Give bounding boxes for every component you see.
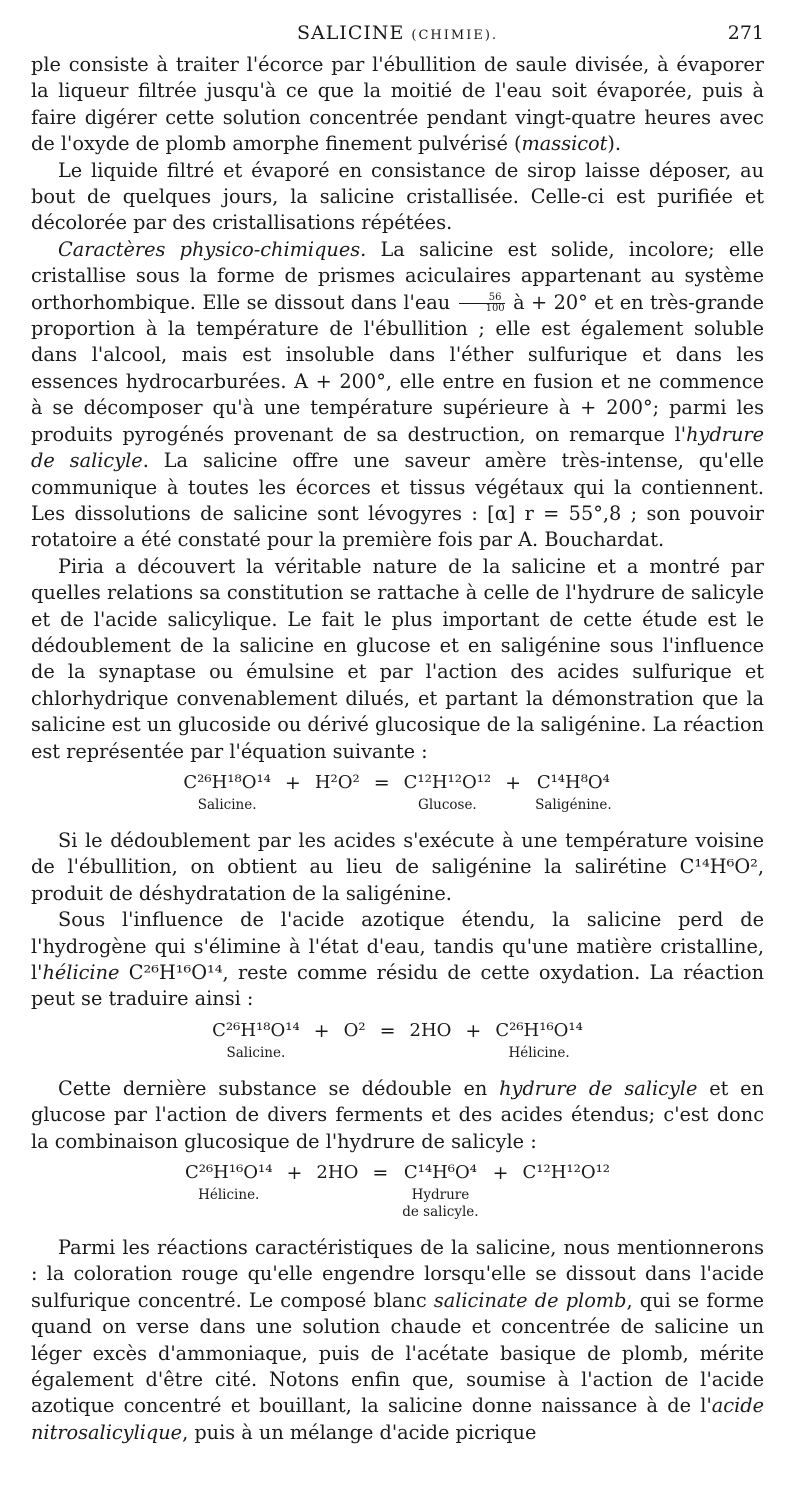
- formula-water: 2HO: [316, 1162, 359, 1184]
- solubility-fraction: [459, 293, 505, 314]
- paragraph-3-text-c: . La salicine offre une saveur amère très-intense, qu'elle communique à toutes les écorces et tissus végétaux qui la contiennent. Les dissolutions de salicine sont lévogyres : [α] r = 55°,8 ; son pouvoir rotatoire a été constaté pour la première fois par A. Bouchardat.: [31, 449, 765, 552]
- paragraph-1-text: ple consiste à traiter l'écorce par l'ébullition de saule divisée, à évaporer la liqueur filtrée jusqu'à ce que la moitié de l'eau soit évaporée, puis à faire digérer cette solution concentrée pendant vingt-quatre heures avec de l'oxyde de plomb amorphe finement pulvérisé (: [31, 53, 764, 156]
- label-helicine: Hélicine.: [508, 1044, 570, 1061]
- equation-2-term-1: [212, 1019, 300, 1062]
- label-salicine: Salicine.: [197, 796, 257, 813]
- equation-1-term-2: [315, 771, 360, 797]
- plus-sign: +: [465, 1019, 482, 1042]
- plus-sign: +: [505, 771, 522, 794]
- paragraph-3: [31, 237, 764, 554]
- equation-1-term-1: [183, 771, 271, 814]
- paragraph-7: [31, 1076, 764, 1155]
- label-saligenine: Saligénine.: [535, 796, 612, 813]
- paragraph-8: [31, 1235, 764, 1446]
- paragraph-3-text-b: à + 20° et en très-grande proportion à la température de l'ébullition ; elle est également soluble dans l'alcool, mais est insoluble dans l'éther sulfurique et dans les essences hydrocarburées. A + 200°, elle entre en fusion et ne commence à se décomposer qu'à une température supérieure à + 200°; parmi les produits pyrogénés provenant de sa destruction, on remarque l': [31, 290, 764, 446]
- paragraph-1: [31, 52, 764, 158]
- equals-sign: =: [373, 771, 390, 794]
- label-salicine: Salicine.: [226, 1044, 286, 1061]
- body-text: [31, 52, 764, 1446]
- header-title: [31, 22, 764, 44]
- fraction-denominator: 100: [485, 303, 505, 315]
- italic-term-salicinate: salicinate de plomb: [433, 1288, 627, 1312]
- equation-2: [31, 1019, 764, 1062]
- equation-1-term-3: [404, 771, 492, 814]
- equation-1: [31, 771, 764, 814]
- equation-3: [31, 1161, 764, 1221]
- paragraph-8-text-b: , qui se forme quand on verse dans une solution chaude et concentrée de salicine un léger excès d'ammoniaque, puis de l'acétate basique de plomb, mérite également d'être cité. Notons enfin que, soumise à l'action de l'acide azotique concentré et bouillant, la salicine donne naissance à de l': [31, 1288, 765, 1418]
- italic-term-hydrure: hydrure de salicyle: [31, 422, 764, 473]
- plus-sign: +: [286, 1162, 303, 1185]
- equation-3-term-4: [523, 1161, 611, 1187]
- section-heading-physico-chemical: Caractères physico-chimiques.: [58, 237, 367, 261]
- equation-2-term-4: [495, 1019, 583, 1062]
- formula-helicine: C²⁶H¹⁶O¹⁴: [495, 1019, 583, 1041]
- paragraph-7-text-b: et en glucose par l'action de divers ferments et des acides étendus; c'est donc la combinaison glucosique de l'hydrure de salicyle :: [31, 1076, 764, 1153]
- plus-sign: +: [284, 771, 301, 794]
- paragraph-6-text-b: C²⁶H¹⁶O¹⁴, reste comme résidu de cette oxydation. La réaction peut se traduire ainsi :: [31, 961, 764, 1011]
- equals-sign: =: [379, 1019, 396, 1042]
- paragraph-5: Si le dédoublement par les acides s'exécute à une température voisine de l'ébullition, on obtient au lieu de saligénine la salirétine C¹⁴H⁶O², produit de déshydratation de la saligénine.: [31, 828, 764, 905]
- label-hydrure-line-1: Hydrure: [411, 1187, 470, 1204]
- paragraph-6: [31, 907, 764, 1013]
- italic-term-massicot: massicot: [521, 132, 608, 156]
- formula-glucose: C¹²H¹²O¹²: [403, 771, 492, 793]
- header-title-sub: (CHIMIE).: [411, 28, 499, 43]
- paragraph-7-text-a: Cette dernière substance se dédouble en: [58, 1076, 500, 1100]
- italic-term-helicine: hélicine: [42, 961, 120, 984]
- paragraph-4: Piria a découvert la véritable nature de la salicine et a montré par quelles relations sa constitution se rattache à celle de l'hydrure de salicyle et de l'acide salicylique. Le fait le plus important de cette étude est le dédoublement de la salicine en glucose et en saligénine sous l'influence de la synaptase ou émulsine et par l'action des acides sulfurique et chlorhydrique convenablement dilués, et partant la démonstration que la salicine est un glucoside ou dérivé glucosique de la saligénine. La réaction est représentée par l'équation suivante :: [31, 554, 764, 763]
- plus-sign: +: [492, 1162, 509, 1185]
- formula-water: 2HO: [409, 1019, 452, 1041]
- label-hydrure-line-2: de salicyle.: [402, 1204, 479, 1221]
- formula-glucose: C¹²H¹²O¹²: [522, 1162, 611, 1184]
- formula-hydrure-salicyle: C¹⁴H⁶O⁴: [403, 1162, 477, 1184]
- label-glucose: Glucose.: [418, 796, 477, 813]
- page-number: 271: [727, 22, 764, 44]
- formula-helicine: C²⁶H¹⁶O¹⁴: [184, 1162, 273, 1184]
- equation-1-term-4: [535, 771, 612, 814]
- fraction-numerator: 56: [459, 293, 505, 304]
- formula-oxygen: O²: [343, 1019, 366, 1041]
- formula-saligenine: C¹⁴H⁸O⁴: [536, 771, 610, 793]
- paragraph-3-text-a: La salicine est solide, incolore; elle cristallise sous la forme de prismes aciculaires appartenant au système orthorhombique. Elle se dissout dans l'eau: [31, 237, 764, 314]
- label-helicine: Hélicine.: [198, 1187, 260, 1204]
- formula-salicine: C²⁶H¹⁸O¹⁴: [183, 771, 271, 793]
- formula-water: H²O²: [314, 771, 360, 793]
- equation-2-term-2: [344, 1019, 366, 1045]
- paragraph-6-text-a: Sous l'influence de l'acide azotique étendu, la salicine perd de l'hydrogène qui s'élimine à l'état d'eau, tandis qu'une matière cristalline, l': [31, 908, 764, 984]
- header-title-main: SALICINE: [296, 22, 405, 44]
- paragraph-2: Le liquide filtré et évaporé en consistance de sirop laisse déposer, au bout de quelques jours, la salicine cristallisée. Celle-ci est purifiée et décolorée par des cristallisations répétées.: [31, 158, 764, 235]
- equals-sign: =: [372, 1162, 389, 1185]
- formula-salicine: C²⁶H¹⁸O¹⁴: [212, 1019, 300, 1041]
- running-header: [31, 0, 764, 52]
- paragraph-8-text-a: Parmi les réactions caractéristiques de la salicine, nous mentionnerons : la coloration rouge qu'elle engendre lorsqu'elle se dissout dans l'acide sulfurique concentré. Le composé blanc: [31, 1236, 764, 1312]
- equation-3-term-2: [316, 1161, 358, 1187]
- paragraph-1-end: ).: [607, 132, 622, 156]
- equation-3-term-3: [402, 1161, 478, 1221]
- plus-sign: +: [313, 1019, 330, 1042]
- equation-3-term-1: [185, 1161, 273, 1204]
- paragraph-8-text-c: , puis à un mélange d'acide picrique: [182, 1420, 537, 1444]
- italic-term-hydrure: hydrure de salicyle: [499, 1076, 698, 1100]
- equation-2-term-3: [410, 1019, 452, 1045]
- italic-term-nitrosalicylique: acide nitrosalicylique: [31, 1394, 764, 1444]
